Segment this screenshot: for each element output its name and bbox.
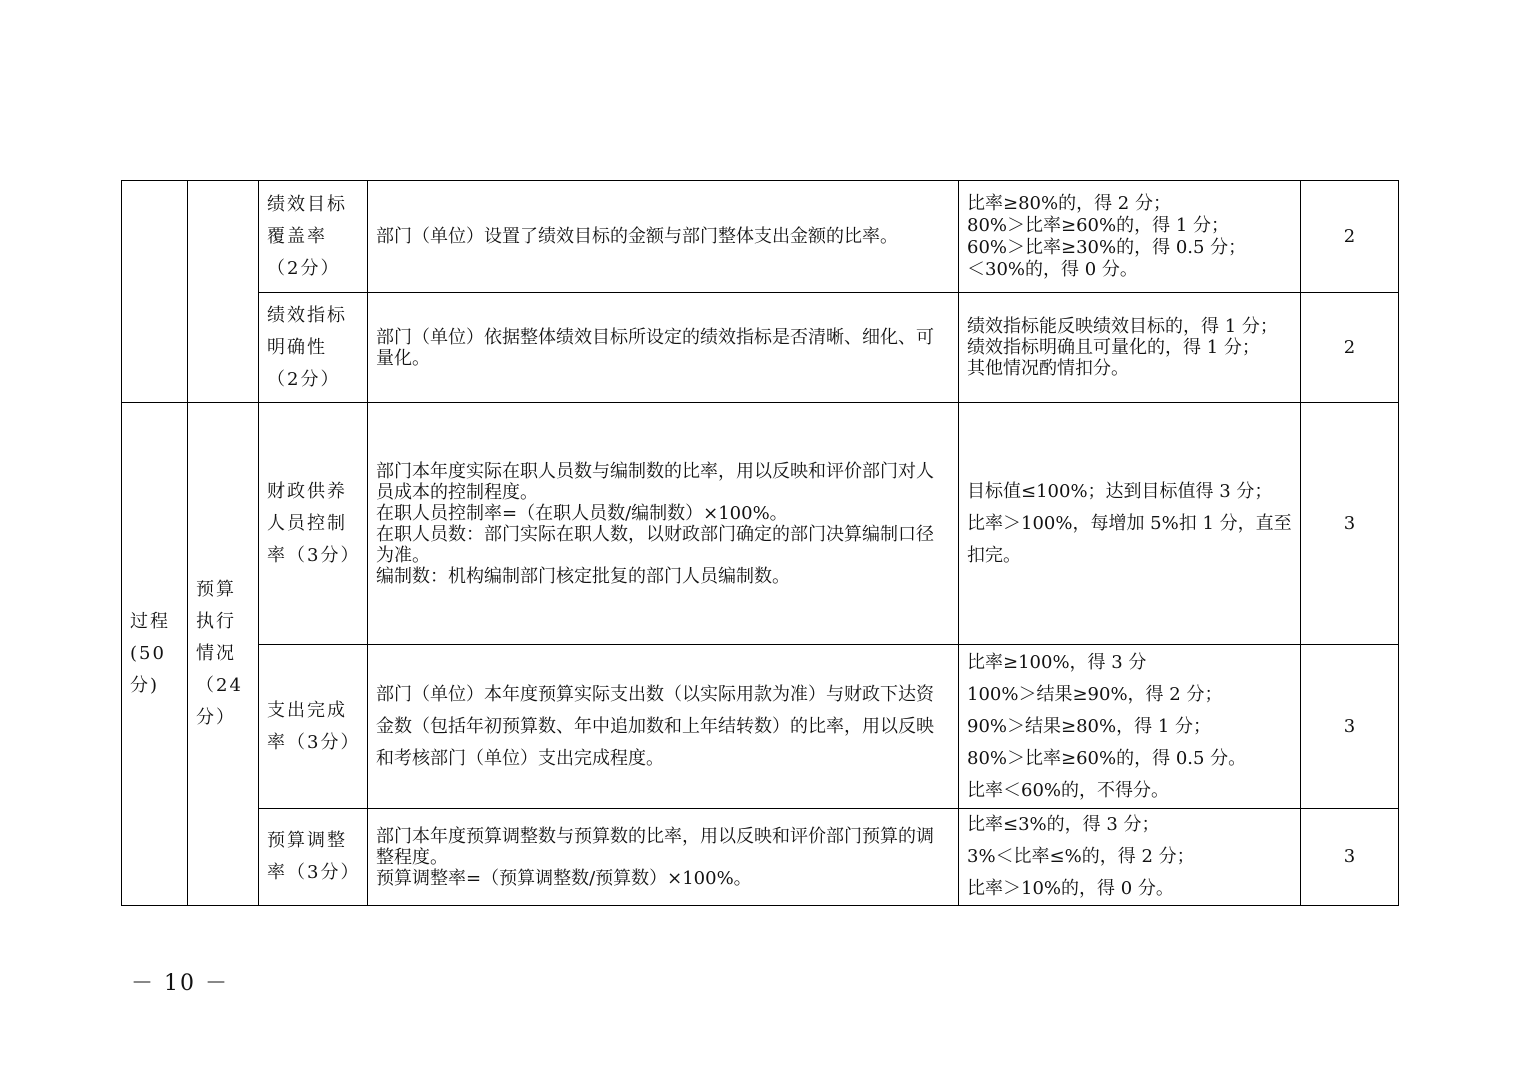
level1-cell <box>122 181 188 403</box>
score-cell: 2 <box>1301 181 1399 293</box>
score-cell: 3 <box>1301 809 1399 906</box>
criteria-line: 目标值≤100%；达到目标值得 3 分； <box>967 480 1273 502</box>
criteria-cell <box>959 403 1301 645</box>
table-row <box>122 181 1399 293</box>
evaluation-table <box>121 180 1399 906</box>
score-cell: 2 <box>1301 293 1399 403</box>
description-line: 部门（单位）本年度预算实际支出数（以实际用款为准）与财政下达资金数（包括年初预算数、年中追加数和上年结转数）的比率，用以反映和考核部门（单位）支出完成程度。 <box>376 683 934 769</box>
table-row <box>122 809 1399 906</box>
criteria-line: 3%＜比率≤%的，得 2 分； <box>967 846 1195 867</box>
score-cell: 3 <box>1301 403 1399 645</box>
description-cell <box>368 293 959 403</box>
indicator-cell: 财政供养人员控制率（3分） <box>259 403 368 645</box>
criteria-line: 比率＜60%的，不得分。 <box>967 779 1170 801</box>
criteria-line: 90%＞结果≥80%，得 1 分； <box>967 715 1211 737</box>
description-line: 编制数：机构编制部门核定批复的部门人员编制数。 <box>376 565 790 587</box>
table-row <box>122 403 1399 645</box>
score-cell: 3 <box>1301 645 1399 809</box>
criteria-cell <box>959 181 1301 293</box>
description-cell <box>368 809 959 906</box>
criteria-line: 60%＞比率≥30%的，得 0.5 分； <box>967 236 1247 258</box>
description-line: 部门（单位）设置了绩效目标的金额与部门整体支出金额的比率。 <box>376 226 898 247</box>
description-line: 部门本年度实际在职人员数与编制数的比率，用以反映和评价部门对人员成本的控制程度。 <box>376 460 934 503</box>
criteria-line: 比率＞10%的，得 0 分。 <box>967 878 1174 899</box>
description-cell <box>368 645 959 809</box>
criteria-line: 比率≥100%，得 3 分 <box>967 651 1147 673</box>
description-line: 预算调整率=（预算调整数/预算数）×100%。 <box>376 867 752 889</box>
criteria-cell <box>959 293 1301 403</box>
indicator-cell: 预算调整率（3分） <box>259 809 368 906</box>
criteria-line: 其他情况酌情扣分。 <box>967 358 1129 379</box>
indicator-cell: 绩效指标明确性（2分） <box>259 293 368 403</box>
description-line: 在职人员数：部门实际在职人数，以财政部门确定的部门决算编制口径为准。 <box>376 523 934 566</box>
description-line: 在职人员控制率=（在职人员数/编制数）×100%。 <box>376 502 788 524</box>
description-line: 部门本年度预算调整数与预算数的比率，用以反映和评价部门预算的调整程度。 <box>376 825 934 868</box>
criteria-line: 绩效指标明确且可量化的，得 1 分； <box>967 337 1260 358</box>
page-number: － 10 － <box>131 971 229 996</box>
description-line: 部门（单位）依据整体绩效目标所设定的绩效指标是否清晰、细化、可量化。 <box>376 326 934 369</box>
criteria-line: 比率≥80%的，得 2 分； <box>967 192 1171 214</box>
level2-cell <box>188 181 259 403</box>
criteria-line: 比率≤3%的，得 3 分； <box>967 814 1160 835</box>
table-row <box>122 645 1399 809</box>
indicator-cell: 支出完成率（3分） <box>259 645 368 809</box>
level2-cell: 预算执行情况（24分） <box>188 403 259 906</box>
criteria-line: 100%＞结果≥90%，得 2 分； <box>967 683 1223 705</box>
criteria-line: 比率＞100%，每增加 5%扣 1 分，直至扣完。 <box>967 512 1292 566</box>
table-row <box>122 293 1399 403</box>
criteria-line: 80%＞比率≥60%的，得 0.5 分。 <box>967 747 1247 769</box>
criteria-line: 80%＞比率≥60%的，得 1 分； <box>967 214 1229 236</box>
indicator-cell: 绩效目标覆盖率（2分） <box>259 181 368 293</box>
criteria-line: 绩效指标能反映绩效目标的，得 1 分； <box>967 316 1278 337</box>
criteria-cell <box>959 645 1301 809</box>
level1-cell: 过程(50分) <box>122 403 188 906</box>
criteria-line: ＜30%的，得 0 分。 <box>967 258 1138 280</box>
description-cell <box>368 181 959 293</box>
description-cell <box>368 403 959 645</box>
criteria-cell <box>959 809 1301 906</box>
